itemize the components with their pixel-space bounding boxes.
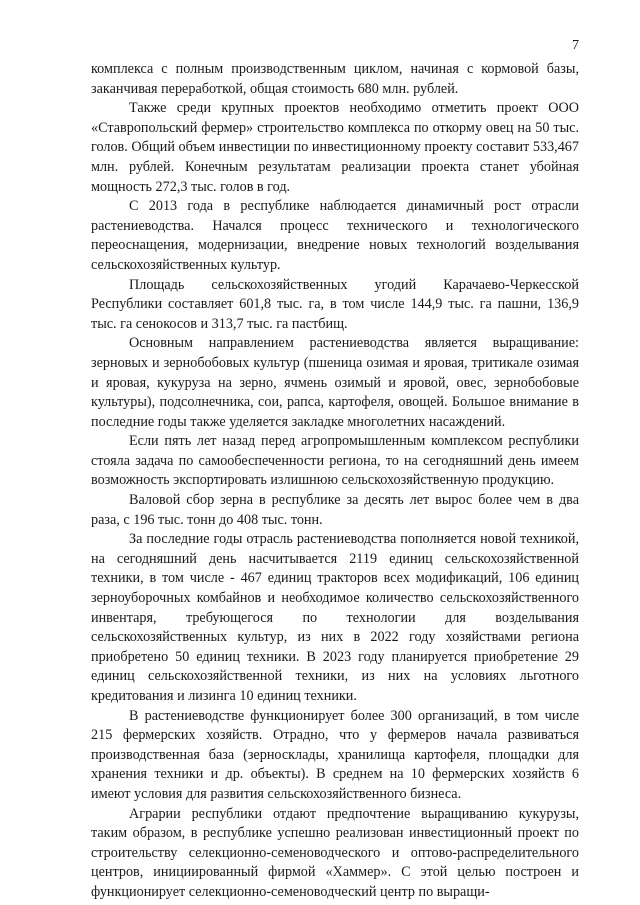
document-body — [91, 60, 579, 903]
paragraph-stavropol-farmer: Также среди крупных проектов необходимо отметить проект ООО «Ставропольский фермер» строительство комплекса по откорму овец на 50 тыс. голов. Общий объем инвестиции по инвестиционному проекту составит 533,467 млн. рублей. Конечным результатам реализации проекта станет убойная мощность 272,3 тыс. голов в год. — [91, 100, 579, 195]
paragraph-land-area: Площадь сельскохозяйственных угодий Карачаево-Черкесской Республики составляет 601,8 тыс. га, в том числе 144,9 тыс. га пашни, 136,9 тыс. га сенокосов и 313,7 тыс. га пастбищ. — [91, 276, 579, 332]
paragraph-complex-cost: комплекса с полным производственным циклом, начиная с кормовой базы, заканчивая переработкой, общая стоимость 680 млн. рублей. — [91, 61, 579, 97]
paragraph-corn-project: Аграрии республики отдают предпочтение выращиванию кукурузы, таким образом, в республике успешно реализован инвестиционный проект по строительству селекционно-семеноводческого и оптово-распределительного центров, инициированный фирмой «Хаммер». С этой целью построен и функционирует селекционно-семеноводческий центр по выращи- — [91, 805, 579, 900]
paragraph-machinery: За последние годы отрасль растениеводства пополняется новой техникой, на сегодняшний день насчитывается 2119 единиц сельскохозяйственной техники, в том числе - 467 единиц тракторов всех модификаций, 106 единиц зерноуборочных комбайнов и необходимое количество сельскохозяйственного инвентаря, требующегося по технологии для возделывания сельскохозяйственных культур, из них в 2022 году хозяйствами региона приобретено 50 единиц техники. В 2023 году планируется приобретение 29 единиц сельскохозяйственной техники, из них на условиях льготного кредитования и лизинга 10 единиц техники. — [91, 531, 579, 704]
paragraph-crop-growth: С 2013 года в республике наблюдается динамичный рост отрасли растениеводства. Начался процесс технического и технологического переоснащения, модернизации, внедрение новых технологий возделывания сельскохозяйственных культур. — [91, 198, 579, 273]
paragraph-export: Если пять лет назад перед агропромышленным комплексом республики стояла задача по самообеспеченности региона, то на сегодняшний день имеем возможность экспортировать излишнюю сельскохозяйственную продукцию. — [91, 433, 579, 489]
paragraph-main-crops: Основным направлением растениеводства является выращивание: зерновых и зернобобовых культур (пшеница озимая и яровая, тритикале озимая и яровая, кукуруза на зерно, ячмень озимый и яровой, овес, зернобобовые культуры), подсолнечника, сои, рапса, картофеля, овощей. Большое внимание в последние годы также уделяется закладке многолетних насаждений. — [91, 335, 579, 430]
paragraph-grain-harvest: Валовой сбор зерна в республике за десять лет вырос более чем в два раза, с 196 тыс. тонн до 408 тыс. тонн. — [91, 492, 579, 528]
page-number: 7 — [572, 38, 579, 53]
paragraph-organizations: В растениеводстве функционирует более 300 организаций, в том числе 215 фермерских хозяйств. Отрадно, что у фермеров начала развиваться производственная база (зерносклады, хранилища картофеля, площадки для хранения техники и др. объекты). В среднем на 10 фермерских хозяйств 6 имеют условия для развития сельскохозяйственного бизнеса. — [91, 707, 579, 802]
